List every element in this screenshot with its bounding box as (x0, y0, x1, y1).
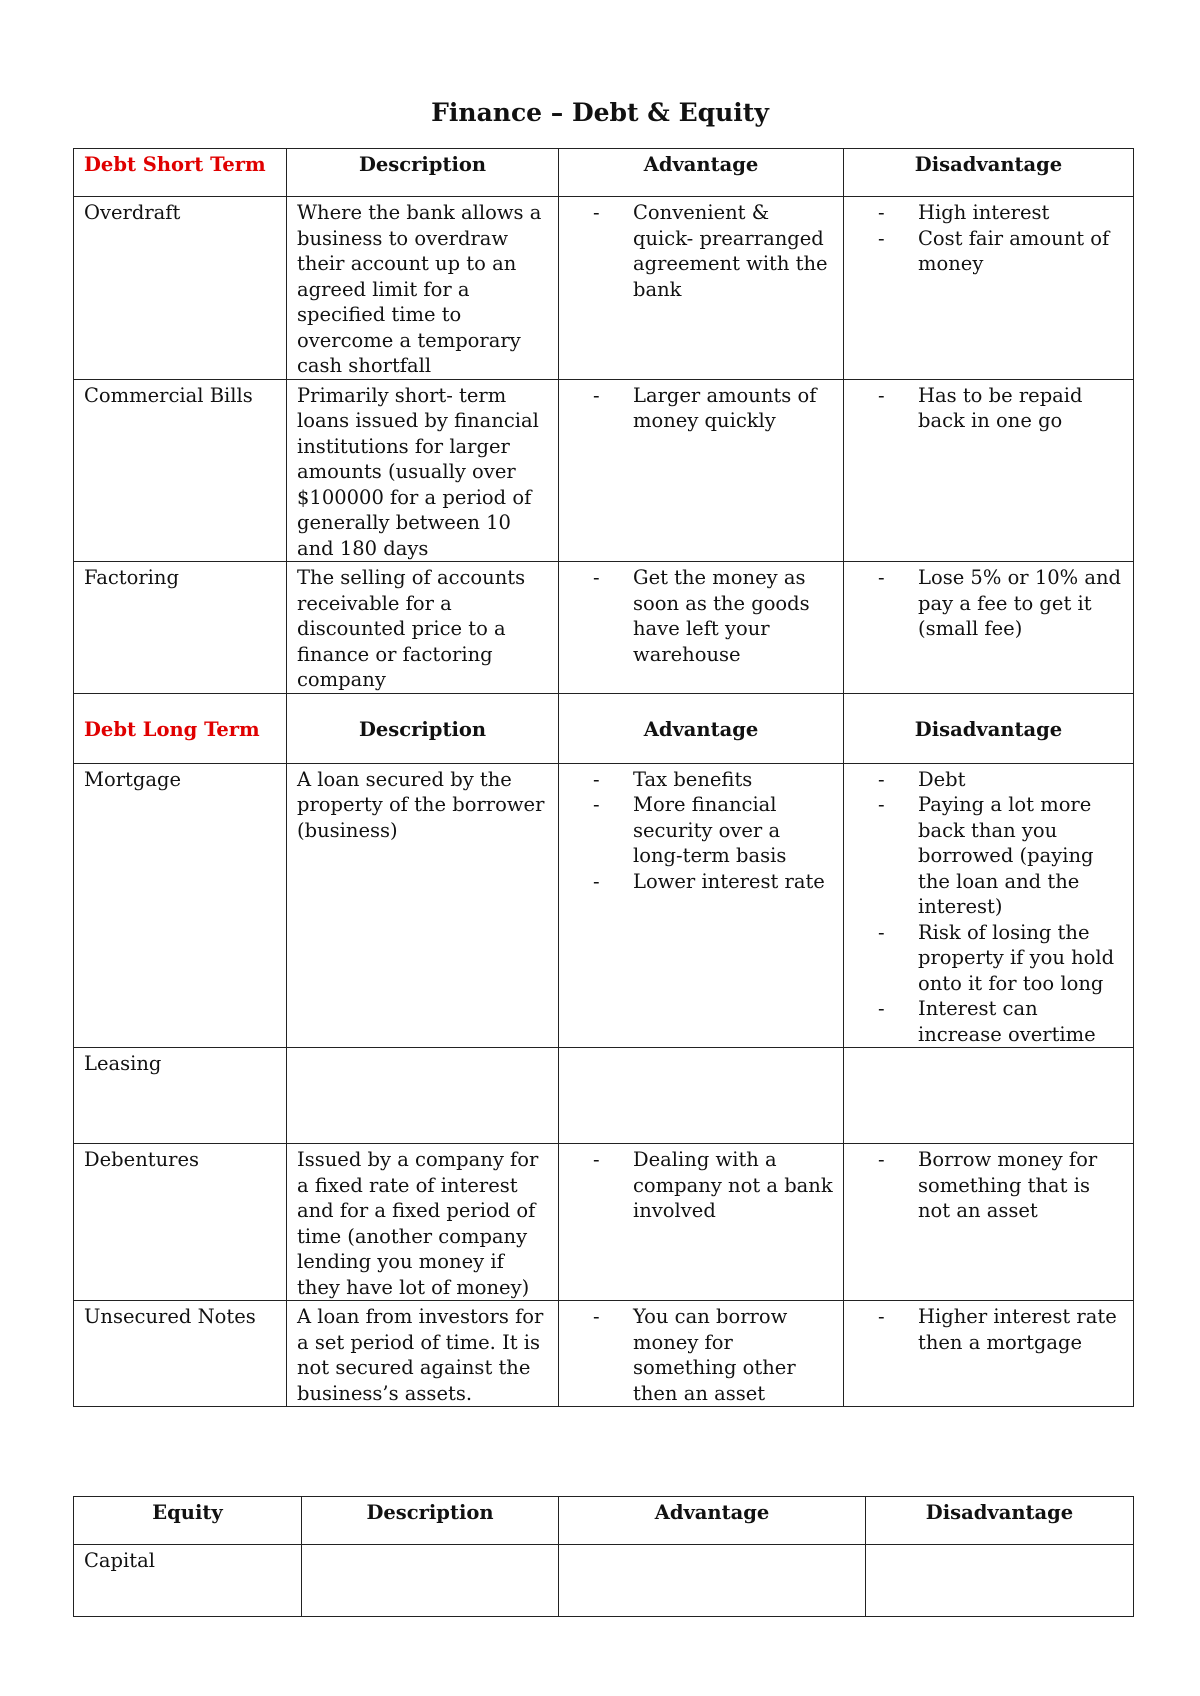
column-header: Disadvantage (866, 1497, 1134, 1545)
column-header: Disadvantage (844, 693, 1134, 763)
disadvantage-item: - Lose 5% or 10% and pay a fee to get it (small fee) (878, 565, 1123, 642)
table-row (74, 197, 1134, 380)
disadvantage-item: - Cost fair amount of money (878, 226, 1123, 277)
row-description (287, 1048, 559, 1144)
row-advantages (559, 562, 844, 694)
table-row (74, 379, 1134, 562)
row-disadvantages (844, 763, 1134, 1048)
row-advantages (559, 197, 844, 380)
disadvantage-list (854, 1147, 1123, 1224)
table-row (74, 1301, 1134, 1407)
advantage-item: - Convenient & quick- prearranged agreement with the bank (593, 200, 833, 302)
row-advantages (559, 1545, 866, 1617)
advantage-list (569, 1147, 833, 1224)
disadvantage-item: - Risk of losing the property if you hold onto it for too long (878, 920, 1123, 997)
advantage-item: - Lower interest rate (593, 869, 833, 895)
row-disadvantages (844, 197, 1134, 380)
row-description: Primarily short- term loans issued by financial institutions for larger amounts (usually over $100000 for a period of generally between 10 and 180 days (287, 379, 559, 562)
row-description: A loan secured by the property of the borrower (business) (287, 763, 559, 1048)
row-advantages (559, 379, 844, 562)
column-header: Description (287, 149, 559, 197)
advantage-list (569, 1304, 833, 1406)
section-heading: Debt Long Term (74, 693, 287, 763)
disadvantage-item: - Interest can increase overtime (878, 996, 1123, 1047)
row-description: A loan from investors for a set period of time. It is not secured against the business’s assets. (287, 1301, 559, 1407)
advantage-list (569, 200, 833, 302)
section-header-row (74, 693, 1134, 763)
advantage-item: - Tax benefits (593, 767, 833, 793)
row-disadvantages (844, 1048, 1134, 1144)
disadvantage-item: - Borrow money for something that is not an asset (878, 1147, 1123, 1224)
table-row (74, 562, 1134, 694)
disadvantage-item: - Higher interest rate then a mortgage (878, 1304, 1123, 1355)
row-disadvantages (844, 379, 1134, 562)
row-name: Mortgage (74, 763, 287, 1048)
table-row (74, 1545, 1134, 1617)
row-name: Leasing (74, 1048, 287, 1144)
column-header: Description (287, 693, 559, 763)
row-name: Debentures (74, 1144, 287, 1301)
debt-table (73, 148, 1134, 1407)
row-disadvantages (844, 1301, 1134, 1407)
column-header: Description (302, 1497, 559, 1545)
advantage-list (569, 565, 833, 667)
row-name: Factoring (74, 562, 287, 694)
advantage-item: - You can borrow money for something other then an asset (593, 1304, 833, 1406)
column-header: Advantage (559, 1497, 866, 1545)
row-name: Overdraft (74, 197, 287, 380)
disadvantage-list (854, 383, 1123, 434)
advantage-item: - More financial security over a long-term basis (593, 792, 833, 869)
row-advantages (559, 1048, 844, 1144)
column-header: Advantage (559, 693, 844, 763)
table-row (74, 1144, 1134, 1301)
advantage-list (569, 767, 833, 895)
advantage-item: - Get the money as soon as the goods have left your warehouse (593, 565, 833, 667)
row-name: Capital (74, 1545, 302, 1617)
section-heading: Debt Short Term (74, 149, 287, 197)
advantage-item: - Larger amounts of money quickly (593, 383, 833, 434)
row-disadvantages (844, 562, 1134, 694)
page-title: Finance – Debt & Equity (431, 98, 769, 127)
column-header: Equity (74, 1497, 302, 1545)
disadvantage-list (854, 1304, 1123, 1355)
disadvantage-item: - Debt (878, 767, 1123, 793)
disadvantage-item: - High interest (878, 200, 1123, 226)
section-header-row (74, 149, 1134, 197)
row-advantages (559, 763, 844, 1048)
equity-table (73, 1496, 1134, 1617)
row-description: Where the bank allows a business to overdraw their account up to an agreed limit for a specified time to overcome a temporary cash shortfall (287, 197, 559, 380)
row-disadvantages (866, 1545, 1134, 1617)
disadvantage-item: - Has to be repaid back in one go (878, 383, 1123, 434)
table-row (74, 763, 1134, 1048)
advantage-list (569, 383, 833, 434)
table-row (74, 1048, 1134, 1144)
row-description: The selling of accounts receivable for a discounted price to a finance or factoring company (287, 562, 559, 694)
row-name: Commercial Bills (74, 379, 287, 562)
row-advantages (559, 1301, 844, 1407)
disadvantage-list (854, 767, 1123, 1048)
disadvantage-list (854, 200, 1123, 277)
row-name: Unsecured Notes (74, 1301, 287, 1407)
advantage-item: - Dealing with a company not a bank involved (593, 1147, 833, 1224)
disadvantage-item: - Paying a lot more back than you borrowed (paying the loan and the interest) (878, 792, 1123, 920)
equity-header-row (74, 1497, 1134, 1545)
row-description (302, 1545, 559, 1617)
column-header: Disadvantage (844, 149, 1134, 197)
column-header: Advantage (559, 149, 844, 197)
row-disadvantages (844, 1144, 1134, 1301)
row-advantages (559, 1144, 844, 1301)
disadvantage-list (854, 565, 1123, 642)
row-description: Issued by a company for a fixed rate of interest and for a fixed period of time (another company lending you money if they have lot of money) (287, 1144, 559, 1301)
